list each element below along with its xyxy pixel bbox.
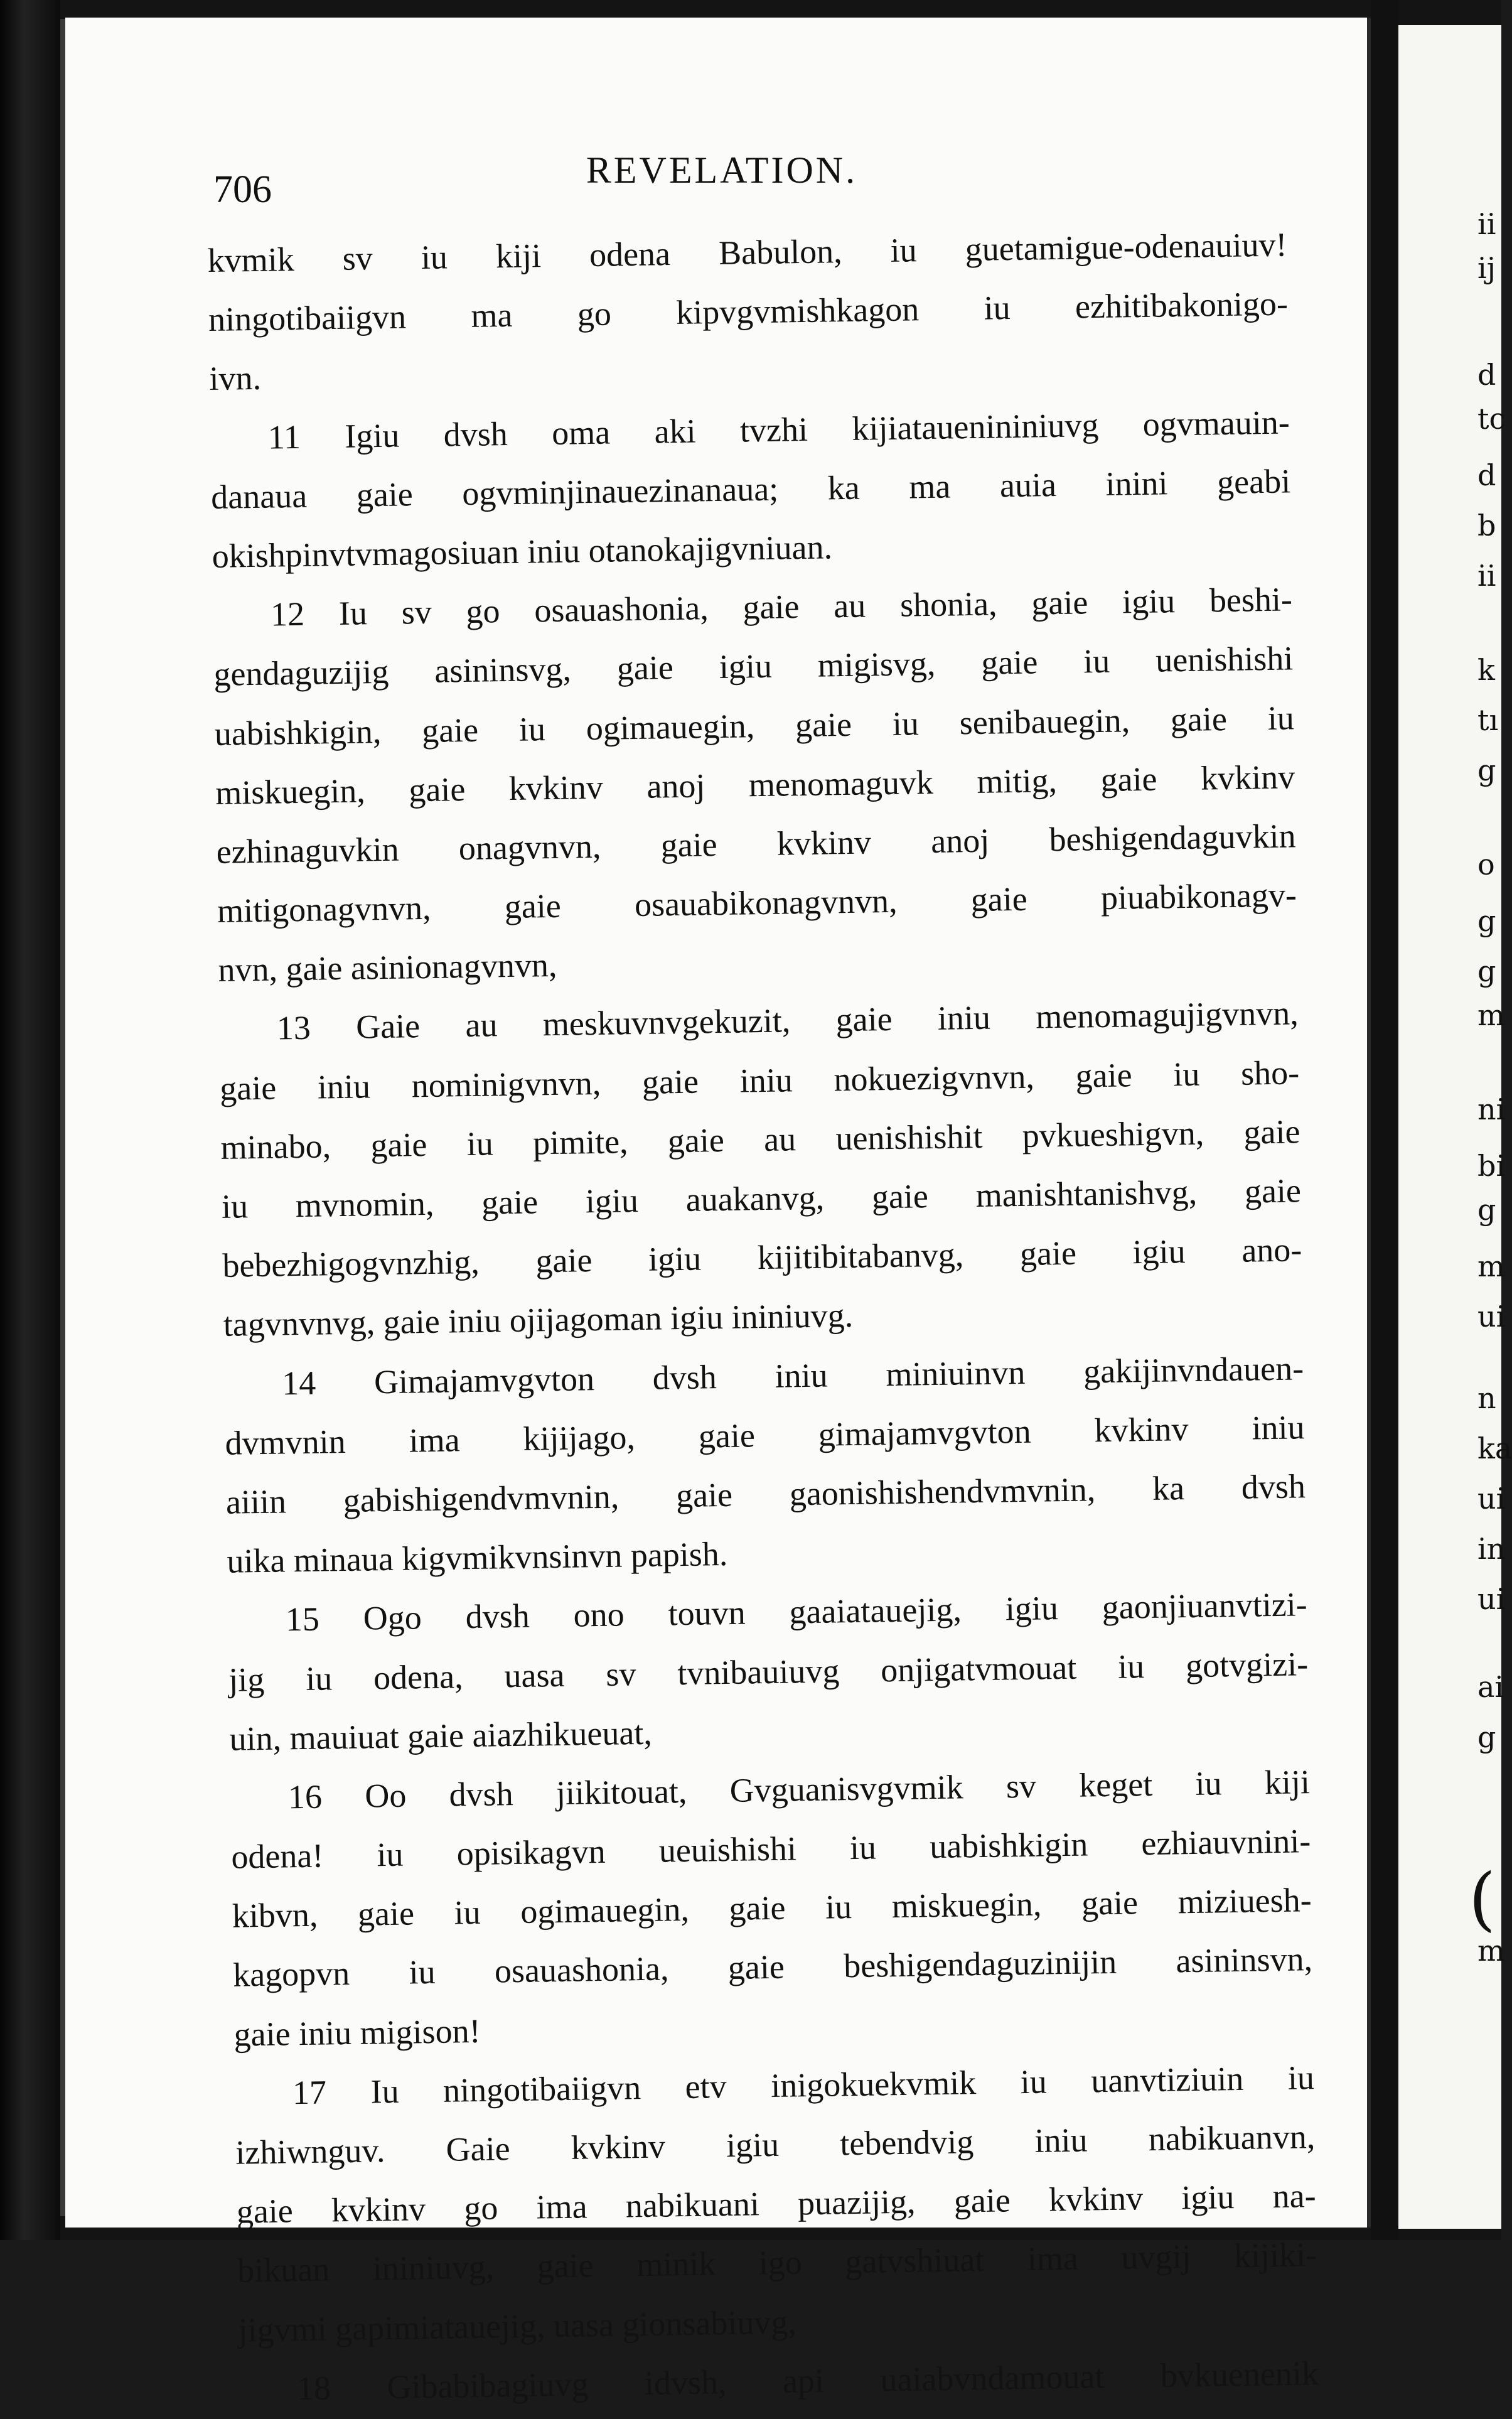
text-line: jigvmi gapimiatauejig, uasa gionsabiuvg, [238,2303,797,2349]
facing-page-fragment: g [1477,753,1496,787]
text-line: nvn, gaie asinionagvnvn, [218,946,557,989]
text-line: mitigonagvnvn, gaie osauabikonagvnvn, gaie piuabikonagv- [217,876,1297,930]
facing-page-fragment: m [1477,998,1505,1032]
text-line: miskuegin, gaie kvkinv anoj menomaguvk mitig, gaie kvkinv [215,758,1295,812]
text-line: kagopvn iu osauashonia, gaie beshigendaguzinijin asininsvn, [232,1940,1313,1995]
text-line: iu mvnomin, gaie igiu auakanvg, gaie manishtanishvg, gaie [221,1172,1302,1226]
facing-page-fragment: ii [1477,559,1496,593]
facing-page-fragment: in [1477,1532,1506,1566]
text-line: gendaguzijig asininsvg, gaie igiu migisvg, gaie iu uenishishi [213,639,1294,694]
facing-page-fragment: ui [1477,1482,1506,1516]
text-line: 18 Gibabibagiuvg idvsh, api uaiabvndamouat bvkuenenik [296,2354,1319,2408]
text-line: kvmik sv iu kiji odena Babulon, iu guetamigue-odenauiuv! [207,225,1287,279]
page-number: 706 [213,168,272,211]
text-line: ivn. [209,359,262,398]
text-line: bebezhigogvnzhig, gaie igiu kijitibitabanvg, gaie igiu ano- [222,1231,1302,1285]
text-line: aiiin gabishigendvmvnin, gaie gaonishishendvmvnin, ka dvsh [225,1467,1306,1521]
text-line: 12 Iu sv go osauashonia, gaie au shonia, gaie igiu beshi- [270,580,1293,633]
text-line: kibvn, gaie iu ogimauegin, gaie iu miskuegin, gaie miziuesh- [232,1881,1312,1935]
text-line: 17 Iu ningotibaiigvn etv inigokuekvmik iu uanvtiziuin iu [292,2058,1315,2112]
text-line: 13 Gaie au meskuvnvgekuzit, gaie iniu menomagujigvnvn, [276,994,1299,1047]
text-line: uin, mauiuat gaie aiazhikueuat, [229,1713,653,1758]
text-line: tagvnvnvg, gaie iniu ojijagoman igiu ininiuvg. [223,1296,854,1344]
facing-page-edge [1398,25,1512,2229]
text-line: izhiwnguv. Gaie kvkinv igiu tebendvig iniu nabikuanvn, [235,2118,1316,2172]
facing-page-fragment: n [1477,1381,1496,1415]
facing-page-fragment: ui [1477,1582,1506,1616]
text-line: 16 Oo dvsh jiikitouat, Gvguanisvgvmik sv keget iu kiji [287,1763,1311,1816]
facing-page-fragment: d [1477,458,1496,492]
page-edge [60,19,65,2216]
text-line: odena! iu opisikagvn ueuishishi iu uabishkigin ezhiauvnini- [230,1822,1311,1876]
text-line: minabo, gaie iu pimite, gaie au uenishishit pvkueshigvn, gaie [220,1113,1300,1166]
text-line: 14 Gimajamvgvton dvsh iniu miniuinvn gakijinvndauen- [281,1349,1304,1402]
text-line: uika minaua kigvmikvnsinvn papish. [226,1535,728,1580]
facing-page-fragment: tı [1477,703,1499,737]
text-line: gaie iniu nominigvnvn, gaie iniu nokuezigvnvn, gaie iu sho- [219,1053,1300,1107]
page-gutter [1371,0,1398,2240]
facing-page-fragment: ni [1477,1092,1506,1126]
facing-page-fragment: ii [1477,207,1496,241]
text-line: gaie iniu migison! [233,2012,481,2054]
text-line: ningotibaiigvn ma go kipvgvmishkagon iu ezhitibakonigo- [208,284,1289,339]
facing-page-fragment: tc [1477,402,1506,436]
text-line: 15 Ogo dvsh ono touvn gaaiatauejig, igiu gaonjiuanvtizi- [285,1585,1308,1639]
facing-page-fragment: ui [1477,1300,1506,1333]
text-line: ezhinaguvkin onagvnvn, gaie kvkinv anoj beshigendaguvkin [216,817,1296,871]
book-binding [0,0,60,2240]
facing-page-fragment: g [1477,954,1496,988]
facing-page-fragment: bi [1477,1149,1506,1183]
facing-page-fragment: g [1477,1720,1496,1754]
facing-page-fragment: o [1477,848,1495,881]
body-text [207,215,1319,2418]
text-line: bikuan ininiuvg, gaie minik igo gatvshiuat ima uvgij kijiki- [237,2236,1317,2290]
facing-page-fragment: ij [1477,251,1496,285]
facing-page-fragment: m [1477,1934,1505,1968]
text-line: uabishkigin, gaie iu ogimauegin, gaie iu senibauegin, gaie iu [214,698,1295,753]
text-line: danaua gaie ogvminjinauezinanaua; ka ma auia inini geabi [210,462,1291,516]
facing-page-fragment: ka [1477,1431,1512,1465]
text-line: gaie kvkinv go ima nabikuani puazijig, gaie kvkinv igiu na- [236,2177,1317,2231]
facing-page-fragment: g [1477,1193,1496,1227]
page-header [144,135,1299,211]
facing-page-fragment: m [1477,1249,1505,1283]
facing-page-fragment: ( [1469,1858,1496,1939]
text-line: okishpinvtvmagosiuan iniu otanokajigvniuan. [212,528,833,575]
facing-page-fragment: k [1477,653,1495,687]
facing-page-fragment: b [1477,509,1496,542]
facing-page-fragment: g [1477,904,1496,938]
running-head: REVELATION. [586,149,858,191]
text-line: jig iu odena, uasa sv tvnibauiuvg onjigatvmouat iu gotvgizi- [228,1644,1309,1699]
facing-page-fragment: ai [1477,1670,1504,1704]
text-line: dvmvnin ima kijijago, gaie gimajamvgvton kvkinv iniu [225,1408,1305,1462]
facing-page-fragment: d [1477,358,1496,392]
text-line: 11 Igiu dvsh oma aki tvzhi kijiatauenininiuvg ogvmauin- [267,403,1290,456]
